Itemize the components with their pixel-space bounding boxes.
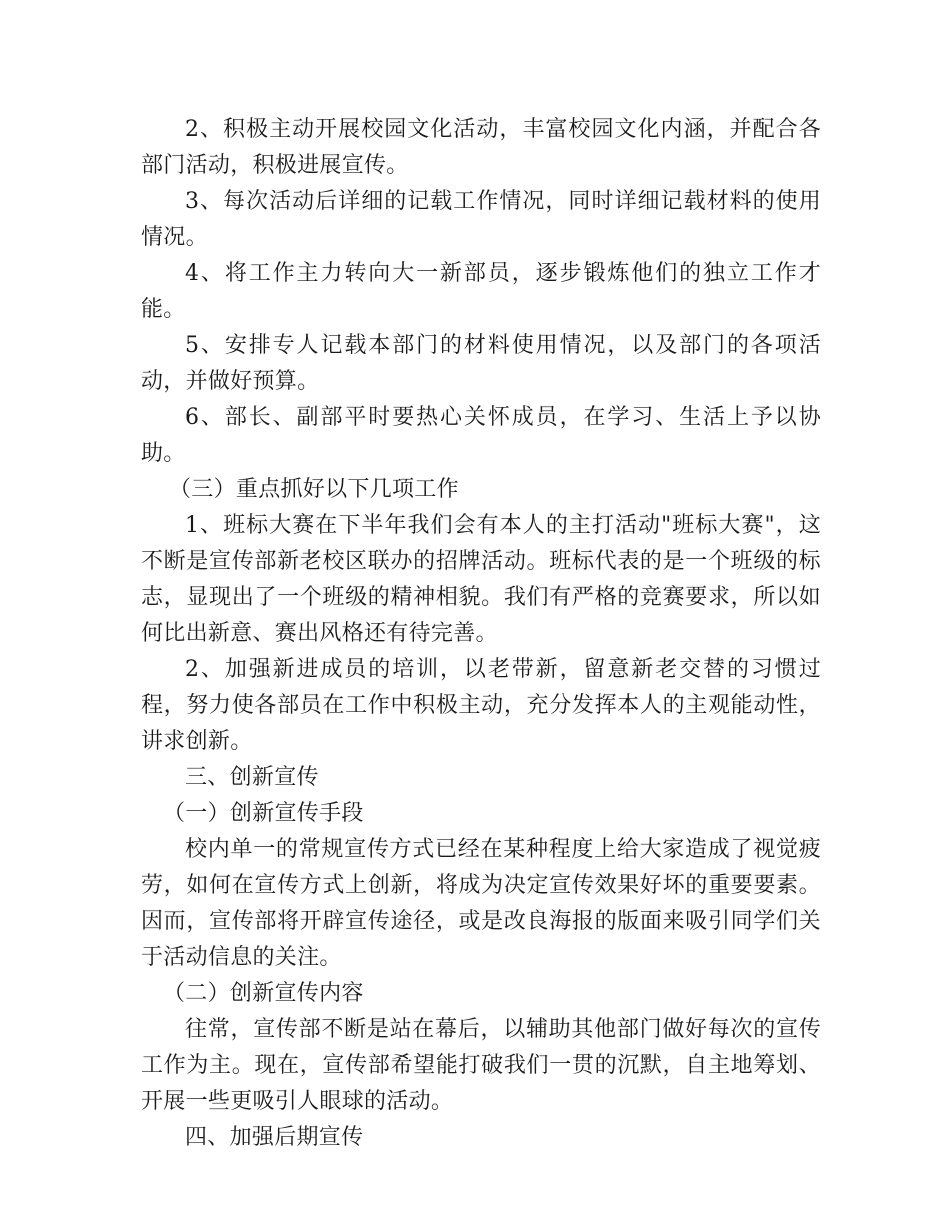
paragraph-item-5: 5、安排专人记载本部门的材料使用情况，以及部门的各项活动，并做好预算。: [141, 333, 821, 394]
section-heading-innovation: 三、创新宣传: [185, 765, 319, 790]
paragraph-item-4: 4、将工作主力转向大一新部员，逐步锻炼他们的独立工作才能。: [141, 261, 821, 322]
document-body: [141, 112, 821, 1156]
paragraph-item-6: 6、部长、副部平时要热心关怀成员，在学习、生活上予以协助。: [141, 405, 821, 466]
paragraph-innovation-methods: 校内单一的常规宣传方式已经在某种程度上给大家造成了视觉疲劳，如何在宣传方式上创新，将成为决定宣传效果好坏的重要要素。因而，宣传部将开辟宣传途径，或是改良海报的版面来吸引同学们关于活动信息的关注。: [141, 837, 821, 970]
section-heading-later-promotion: 四、加强后期宣传: [185, 1125, 364, 1150]
paragraph-item-3: 3、每次活动后详细的记载工作情况，同时详细记载材料的使用情况。: [141, 189, 821, 250]
paragraph-innovation-content: 往常，宣传部不断是站在幕后，以辅助其他部门做好每次的宣传工作为主。现在，宣传部希望能打破我们一贯的沉默，自主地筹划、开展一些更吸引人眼球的活动。: [141, 1017, 821, 1114]
subheading-innovation-methods: （一）创新宣传手段: [163, 801, 364, 826]
paragraph-class-logo-contest: 1、班标大赛在下半年我们会有本人的主打活动"班标大赛"，这不断是宣传部新老校区联办的招牌活动。班标代表的是一个班级的标志，显现出了一个班级的精神相貌。我们有严格的竞赛要求，所以如何比出新意、赛出风格还有待完善。: [141, 513, 821, 646]
subheading-innovation-content: （二）创新宣传内容: [163, 981, 364, 1006]
section-heading-key-tasks: （三）重点抓好以下几项工作: [169, 477, 459, 502]
paragraph-new-member-training: 2、加强新进成员的培训，以老带新，留意新老交替的习惯过程，努力使各部员在工作中积极主动，充分发挥本人的主观能动性，讲求创新。: [141, 657, 821, 754]
paragraph-item-2: 2、积极主动开展校园文化活动，丰富校园文化内涵，并配合各部门活动，积极进展宣传。: [141, 117, 821, 178]
